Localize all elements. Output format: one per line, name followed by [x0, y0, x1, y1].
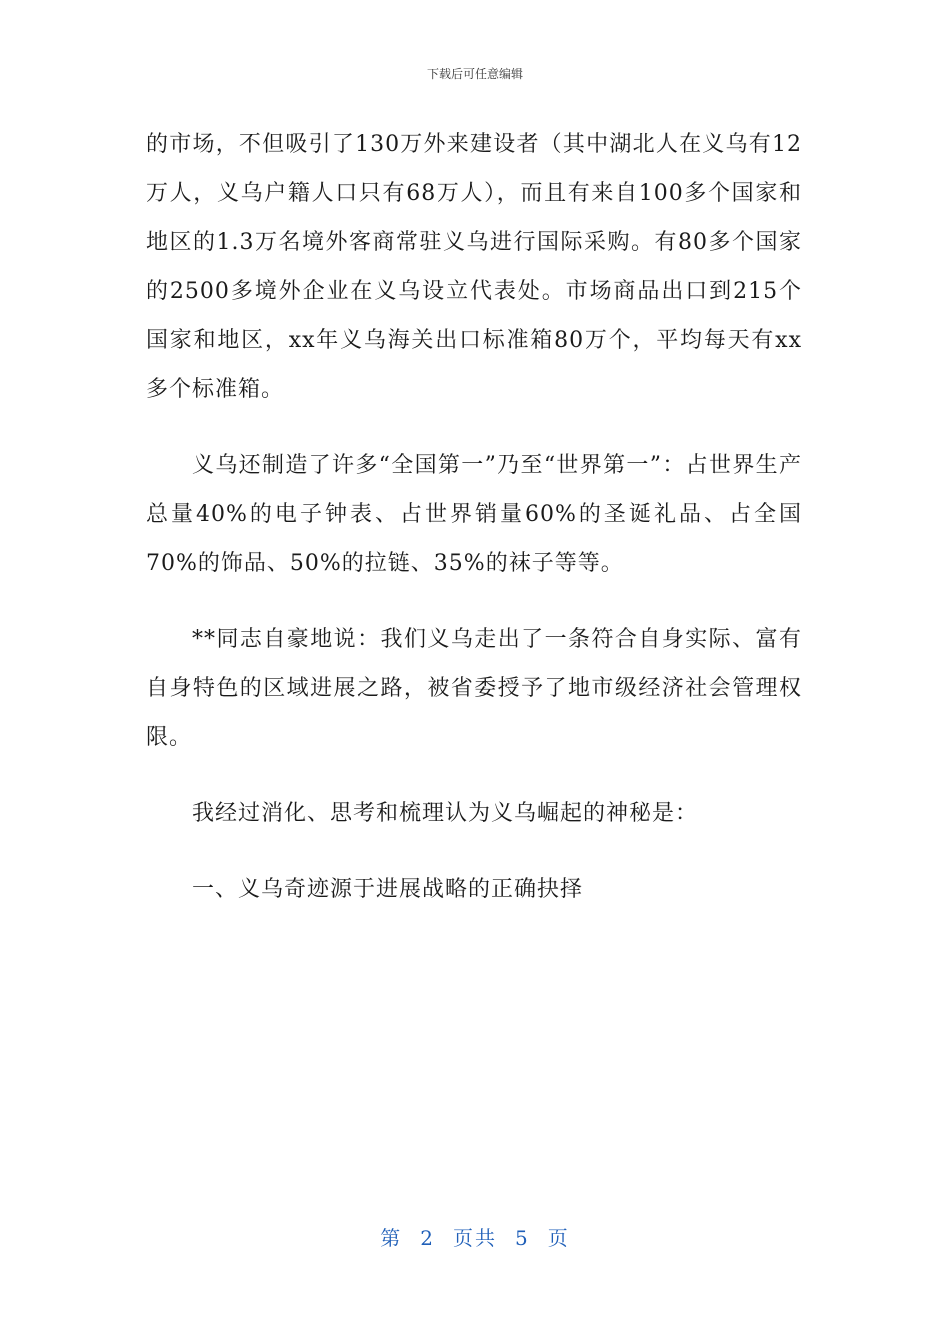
paragraph-3: **同志自豪地说：我们义乌走出了一条符合自身实际、富有自身特色的区域进展之路，被省委授予了地市级经济社会管理权限。: [146, 627, 802, 750]
current-page-number: 2: [420, 1226, 435, 1250]
footer-suffix: 页: [547, 1226, 570, 1250]
section-heading-1: 一、义乌奇迹源于进展战略的正确抉择: [192, 877, 584, 902]
total-page-number: 5: [515, 1226, 530, 1250]
paragraph-2: 义乌还制造了许多“全国第一”乃至“世界第一”：占世界生产总量40%的电子钟表、占世界销量60%的圣诞礼品、占全国70%的饰品、50%的拉链、35%的袜子等等。: [146, 453, 802, 576]
document-body: [146, 120, 802, 941]
paragraph-4: 我经过消化、思考和梳理认为义乌崛起的神秘是：: [192, 801, 699, 826]
page-header: 下载后可任意编辑: [426, 67, 523, 81]
page-footer: [0, 1224, 950, 1252]
footer-prefix: 第: [380, 1226, 403, 1250]
footer-middle: 页共: [453, 1226, 497, 1250]
paragraph-1: 的市场，不但吸引了130万外来建设者（其中湖北人在义乌有12万人，义乌户籍人口只有68万人），而且有来自100多个国家和地区的1.3万名境外客商常驻义乌进行国际采购。有80多个国家的2500多境外企业在义乌设立代表处。市场商品出口到215个国家和地区，xx年义乌海关出口标准箱80万个，平均每天有xx多个标准箱。: [146, 132, 802, 402]
